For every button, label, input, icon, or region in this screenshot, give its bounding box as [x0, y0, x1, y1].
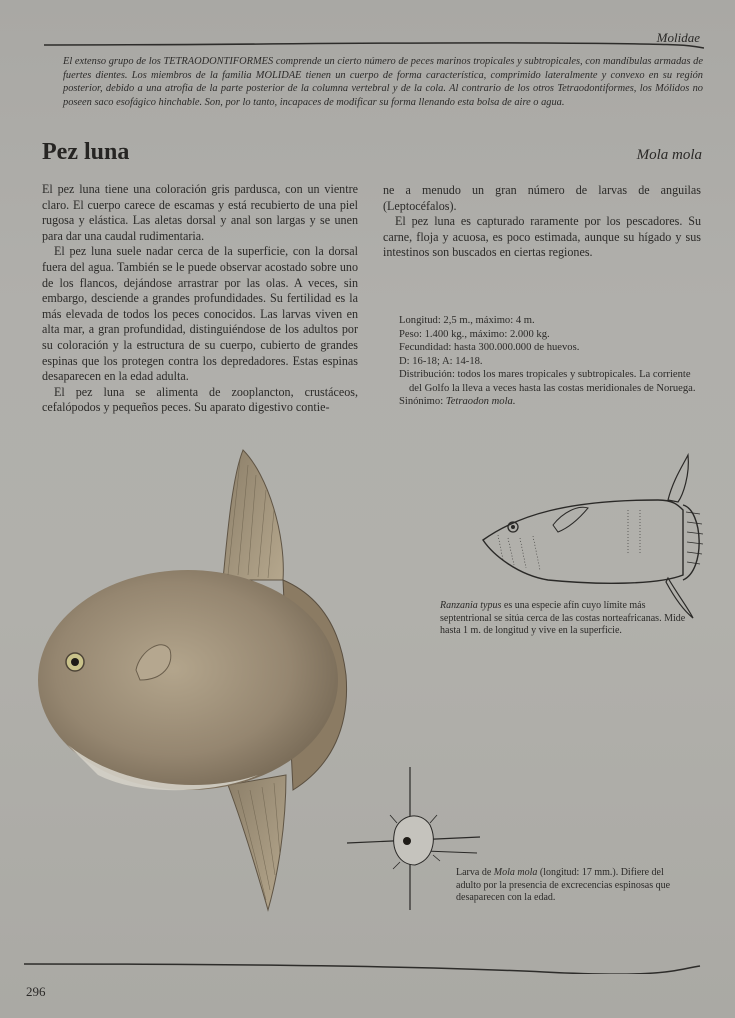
fact-sinonimo — [399, 395, 704, 409]
paragraph: El pez luna es capturado raramente por los pescadores. Su carne, floja y acuosa, es poco estimada, aunque su hígado y sus intestinos son buscados en ciertas regiones. — [383, 214, 701, 260]
paragraph: El pez luna tiene una coloración gris pardusca, con un vientre claro. El cuerpo carece de escamas y está recubierto de una piel rugosa y elástica. Las aletas dorsal y anal son largas y se unen para dar una caudal rudimentaria. — [42, 182, 358, 243]
fact-fin-rays: D: 16-18; A: 14-18. — [399, 355, 483, 367]
anal-fin — [228, 775, 286, 910]
intro-text: El extenso grupo de los TETRAODONTIFORMES comprende un cierto número de peces marinos tropicales y subtropicales, con mandíbulas armadas de fuertes dientes. Los miembros de la familia MOLIDAE tienen un cuerpo de forma característica, comprimido lateralmente y convexo en su región posterior, debido a una atrofia de la parte posterior de la columna vertebral y de la cola. Al contrario de los otros Tetraodontiformes, los Mólidos no poseen saco esofágico hinchable. Son, por lo tanto, incapaces de modificar su forma llenando esta bolsa de aire o agua. — [63, 56, 703, 108]
left-column — [42, 182, 358, 416]
larva-eye — [403, 837, 411, 845]
caption-larva-species: Mola mola — [493, 867, 538, 878]
intro-paragraph — [63, 55, 703, 109]
running-head: Molidae — [656, 30, 700, 45]
sunfish-illustration — [28, 445, 358, 915]
article-title: Pez luna — [42, 139, 130, 165]
caption-ranzania — [440, 600, 690, 638]
top-rule — [44, 42, 704, 50]
page-number: 296 — [26, 984, 46, 999]
right-column — [383, 183, 701, 261]
ranzania-pectoral — [553, 507, 588, 532]
sinonimo-value: Tetraodon mola. — [445, 396, 516, 407]
scientific-name: Mola mola — [636, 147, 702, 163]
ranzania-illustration — [478, 450, 708, 625]
facts-box — [399, 314, 704, 409]
ranzania-body — [483, 500, 683, 583]
fact-fecundidad: Fecundidad: hasta 300.000.000 de huevos. — [399, 342, 580, 353]
dorsal-fin — [223, 450, 283, 580]
fact-distribucion: Distribución: todos los mares tropicales y subtropicales. La corriente del Golfo la lleva a veces hasta las costas meridionales de Noruega. — [399, 369, 696, 394]
bottom-rule — [24, 962, 704, 974]
larva-body — [394, 816, 434, 865]
sinonimo-label: Sinónimo: — [399, 396, 446, 407]
paragraph: El pez luna suele nadar cerca de la superficie, con la dorsal fuera del agua. También se le puede observar acostado sobre uno de los flancos, dejándose arrastrar por las olas. A veces, sin embargo, desciende a grandes profundidades. Su fertilidad es la más elevada de todos los peces conocidos. Las larvas viven en alta mar, a gran profundidad, distinguiéndose de los adultos por su coloración y la estructura de su cuerpo, cubierto de grandes espinas que los protegen contra los depredadores. Estas espinas desaparecen en la edad adulta. — [42, 244, 358, 384]
paragraph: ne a menudo un gran número de larvas de anguilas (Leptocéfalos). — [383, 183, 701, 213]
caption-larva-prefix: Larva de — [456, 867, 494, 878]
caption-larva-text: (longitud: 17 mm.). Difiere del adulto por la presencia de excrecencias espinosas que desaparecen con la edad. — [456, 867, 671, 904]
fact-peso: Peso: 1.400 kg., máximo: 2.000 kg. — [399, 328, 550, 340]
caption-ranzania-text: es una especie afín cuyo límite más septentrional se sitúa cerca de las costas norteafricanas. Mide hasta 1 m. de longitud y vive en la superficie. — [440, 600, 686, 637]
paragraph: El pez luna se alimenta de zooplancton, crustáceos, cefalópodos y pequeños peces. Su aparato digestivo contie- — [42, 384, 358, 415]
ranzania-dorsal-fin — [668, 455, 688, 502]
caption-ranzania-species: Ranzania typus — [440, 600, 502, 611]
caption-larva — [456, 867, 686, 905]
fact-longitud: Longitud: 2,5 m., máximo: 4 m. — [399, 315, 535, 326]
